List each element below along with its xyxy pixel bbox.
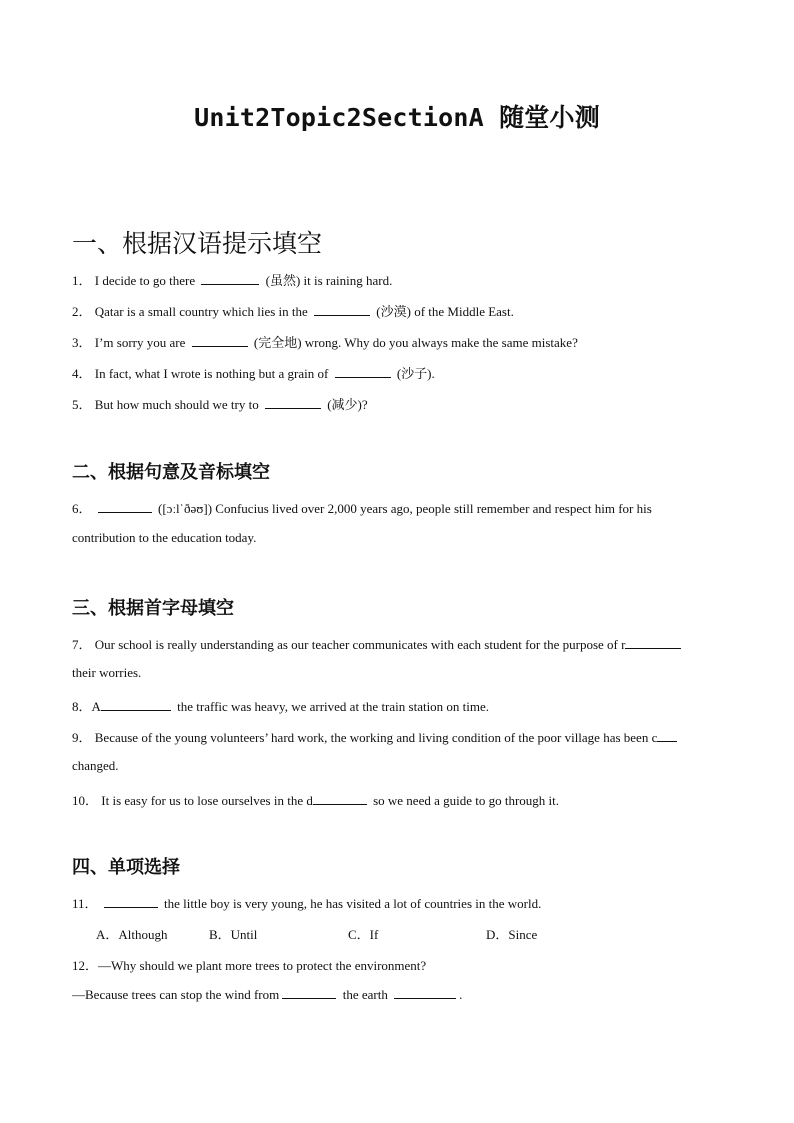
question-number: 2． [72,304,92,319]
answer-blank[interactable] [657,729,677,742]
question-6-continued: contribution to the education today. [72,530,257,545]
answer-blank[interactable] [104,895,158,908]
option-c[interactable]: C．If [348,927,379,942]
question-number: 10． [72,793,99,808]
answer-blank[interactable] [265,396,321,409]
question-10 [72,790,559,809]
question-12 [72,955,426,974]
question-text: of the Middle East. [414,304,514,319]
question-text: It is easy for us to lose ourselves in the d [101,793,313,808]
question-text: ([ɔːlˈðəʊ]) Confucius lived over 2,000 years ago, people still remember and respect him for his [158,501,652,516]
question-text: A [91,699,101,714]
question-2 [72,301,514,320]
section3-heading: 三、根据首字母填空 [72,598,234,619]
section4-heading: 四、单项选择 [72,857,180,878]
chinese-hint: (减少)? [327,397,368,412]
question-11 [72,893,541,912]
section2-heading: 二、根据句意及音标填空 [72,462,270,483]
question-text: it is raining hard. [303,273,393,288]
question-number: 11． [72,896,98,911]
question-text: In fact, what I wrote is nothing but a grain of [94,366,329,381]
question-number: 8． [72,699,92,714]
question-3 [72,332,578,351]
answer-blank[interactable] [192,334,248,347]
question-9-continued: changed. [72,758,119,773]
question-text: I decide to go there [94,273,196,288]
question-6 [72,498,652,517]
question-text: the little boy is very young, he has visited a lot of countries in the world. [164,896,542,911]
question-8 [72,696,489,715]
answer-blank[interactable] [98,500,152,513]
question-number: 12． [72,958,99,973]
question-12-answer-line [72,986,462,1003]
chinese-hint: (沙漠) [376,304,411,319]
answer-blank[interactable] [313,792,367,805]
question-1 [72,270,392,289]
chinese-hint: (完全地) [253,335,302,350]
option-a[interactable]: A．Although [96,927,168,942]
question-text: —Because trees can stop the wind from [72,987,280,1002]
answer-blank[interactable] [394,986,456,999]
section1-heading: 一、根据汉语提示填空 [72,229,323,258]
question-text: I’m sorry you are [94,335,186,350]
question-text: the traffic was heavy, we arrived at the train station on time. [177,699,490,714]
answer-blank[interactable] [314,303,370,316]
option-d[interactable]: D．Since [486,927,538,942]
question-4 [72,363,435,382]
question-number: 6． [72,501,92,516]
question-7-continued: their worries. [72,665,142,680]
answer-blank[interactable] [101,698,171,711]
question-7 [72,634,684,653]
question-9 [72,727,680,746]
option-b[interactable]: B．Until [209,927,258,942]
question-number: 4． [72,366,92,381]
question-number: 7． [72,637,92,652]
question-text: But how much should we try to [94,397,259,412]
chinese-hint: (虽然) [265,273,301,288]
question-5 [72,394,368,413]
chinese-hint: (沙子). [396,366,435,381]
question-11-options [96,924,616,942]
page-title: Unit2Topic2SectionA 随堂小测 [194,103,600,132]
answer-blank[interactable] [335,365,391,378]
question-text: Because of the young volunteers’ hard work, the working and living condition of the poor village has been c [94,730,658,745]
question-text: . [459,987,463,1002]
question-text: the earth [342,987,388,1002]
question-text: Our school is really understanding as our teacher communicates with each student for the purpose of r [94,637,626,652]
question-number: 1． [72,273,92,288]
answer-blank[interactable] [201,272,259,285]
answer-blank[interactable] [282,986,336,999]
question-number: 3． [72,335,92,350]
question-number: 5． [72,397,92,412]
answer-blank[interactable] [625,636,681,649]
question-text: Qatar is a small country which lies in the [94,304,308,319]
question-number: 9． [72,730,92,745]
question-text: —Why should we plant more trees to protect the environment? [98,958,427,973]
question-text: so we need a guide to go through it. [373,793,560,808]
question-text: wrong. Why do you always make the same mistake? [304,335,578,350]
